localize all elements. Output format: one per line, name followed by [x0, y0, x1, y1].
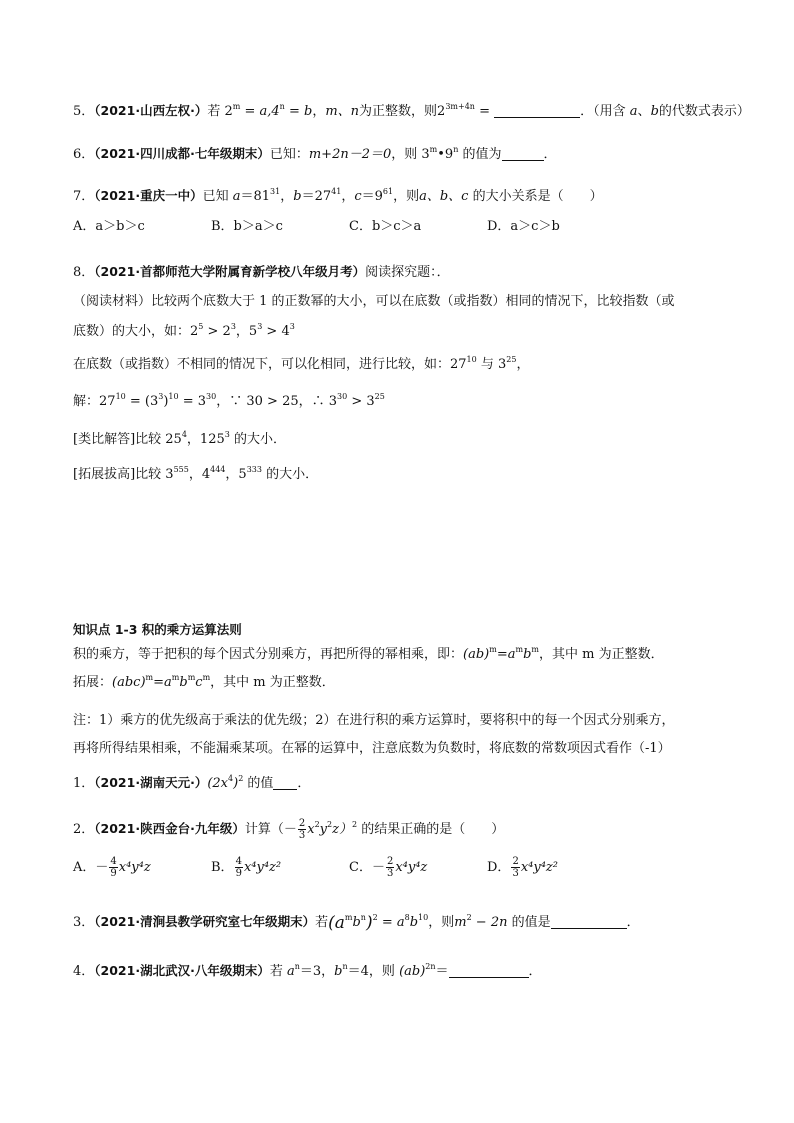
- practice-1: [73, 773, 310, 794]
- sup: 2: [238, 774, 244, 783]
- text: 的代数式表示）: [658, 104, 750, 119]
- text: ＝: [435, 964, 449, 979]
- option-b[interactable]: B． $\frac{4}{9}$ x⁴y⁴z²: [211, 856, 282, 879]
- text: ．: [626, 915, 640, 930]
- note-line-1: 注：1）乘方的优先级高于乘法的优先级；2）在进行积的乘方运算时，要将积中的每一个因式分别乘方，: [73, 713, 675, 728]
- question-number: 5．: [73, 104, 95, 119]
- solution-line: 解：$27^{10} = (3^3)^{10} = 3^{30}$，∵ 30 > 25，∴ $3^{30} > 3^{25}$: [73, 392, 385, 409]
- question-source: （2021·湖北武汉·八年级期末）: [94, 963, 270, 978]
- sup: 41: [331, 187, 342, 196]
- question-source: （2021·陕西金台·九年级）: [94, 821, 245, 836]
- practice-2-options: [73, 855, 558, 881]
- text: ＝27: [301, 189, 332, 204]
- text: ＝81: [240, 189, 271, 204]
- question-source: （2021·湖南天元·）: [94, 775, 208, 790]
- text: ，则: [428, 915, 455, 930]
- reading-material-line-2: 底数）的大小，如：$2^5 > 2^3$，$5^3 > 4^3$: [73, 322, 295, 339]
- question-number: 6．: [73, 147, 95, 162]
- option-c[interactable]: C．b＞c＞a: [349, 219, 422, 234]
- option-d[interactable]: D．a＞c＞b: [487, 219, 560, 234]
- answer-blank[interactable]: [449, 963, 529, 978]
- reading-material-line-1: （阅读材料）比较两个底数大于 1 的正数幂的大小，可以在底数（或指数）相同的情况下，比较指数（或: [73, 294, 675, 309]
- text: 为正整数，则: [359, 104, 438, 119]
- text: ＝4，则: [347, 964, 400, 979]
- answer-blank[interactable]: [502, 146, 544, 161]
- question-source: （2021·首都师范大学附属育新学校八年级月考）: [94, 264, 366, 279]
- text: 阅读探究题：．: [365, 265, 450, 280]
- note-line-2: 再将所得结果相乘，不能漏乘某项。在幂的运算中，注意底数为负数时，将底数的常数项因式看作（-1）: [73, 741, 671, 756]
- question-source: （2021·重庆一中）: [94, 188, 203, 203]
- answer-blank[interactable]: [273, 775, 297, 790]
- option-b[interactable]: B．b＞a＞c: [211, 219, 283, 234]
- text: ，: [312, 104, 326, 119]
- text: ，则 3: [391, 147, 430, 162]
- math-expr: $(a^mb^n)^2 = a^8b^{10}$: [328, 913, 429, 933]
- question-number: 4．: [73, 964, 95, 979]
- text: 的大小关系是（ ）: [468, 189, 603, 204]
- text: 已知: [202, 189, 229, 204]
- math-var: y: [319, 822, 328, 837]
- text: 已知：: [269, 147, 309, 162]
- math-var: b: [334, 964, 343, 979]
- sup: 2: [327, 820, 333, 829]
- text: ＝9: [361, 189, 383, 204]
- math-var: c: [354, 189, 362, 204]
- sup: 2: [351, 820, 358, 829]
- math-expr: $2^m = a,4^n = b$: [224, 102, 313, 119]
- text: ．: [528, 964, 542, 979]
- math-var: b: [293, 189, 302, 204]
- extension-line: 拓展：$(abc)^m=a^mb^mc^m$，其中 m 为正整数．: [73, 673, 335, 690]
- math-expr: m+2n－2＝0: [308, 147, 392, 162]
- reading-material-line-3: 在底数（或指数）不相同的情况下，可以化相同，进行比较，如：$27^{10}$ 与 $3^{25}$，: [73, 355, 530, 372]
- practice-3: [73, 912, 640, 933]
- fraction: $\frac{2}{3}$: [298, 818, 306, 841]
- question-number: 3．: [73, 915, 95, 930]
- question-source: （2021·山西左权·）: [94, 103, 208, 118]
- question-6: [73, 144, 557, 165]
- text: ．: [543, 147, 557, 162]
- text: 计算（－: [244, 822, 297, 837]
- option-c[interactable]: C．－ $\frac{2}{3}$ x⁴y⁴z: [349, 856, 428, 879]
- answer-blank[interactable]: [551, 914, 627, 929]
- practice-2: [73, 816, 504, 843]
- math-var: x: [307, 822, 315, 837]
- question-number: 8．: [73, 265, 95, 280]
- math-expr: (ab): [399, 964, 426, 979]
- text: 若: [269, 964, 287, 979]
- option-a[interactable]: A．－ $\frac{4}{9}$ x⁴y⁴z: [73, 856, 151, 879]
- sup: n: [453, 145, 459, 154]
- math-expr: (2x: [207, 776, 229, 791]
- text: ＝3，: [299, 964, 335, 979]
- text: 的值是: [507, 915, 551, 930]
- option-a[interactable]: A．a＞b＞c: [73, 219, 145, 234]
- section-heading: 知识点 1-3 积的乘方运算法则: [73, 622, 242, 637]
- sup: 2: [314, 820, 320, 829]
- question-number: 7．: [73, 189, 95, 204]
- sup: 2n: [425, 962, 436, 971]
- sup: 31: [270, 187, 281, 196]
- math-expr: ): [233, 776, 239, 791]
- rule-line: 积的乘方，等于把积的每个因式分别乘方，再把所得的幂相乘，即：$(ab)^m=a^mb^m$，其中 m 为正整数．: [73, 645, 664, 662]
- math-vars: m、n: [325, 104, 360, 119]
- math-var: a: [232, 189, 241, 204]
- analogy-question: [类比解答]比较 $25^4$，$125^3$ 的大小．: [73, 430, 286, 447]
- math-var: z）: [332, 822, 352, 837]
- question-source: （2021·四川成都·七年级期末）: [94, 146, 270, 161]
- sup: 4: [228, 774, 234, 783]
- question-8: [73, 262, 450, 283]
- sup: 61: [382, 187, 394, 196]
- math-expr: $m^2 - 2n$: [454, 913, 508, 930]
- text: ．（用含: [580, 104, 626, 119]
- text: 的结果正确的是（ ）: [357, 822, 505, 837]
- text: •9: [437, 147, 454, 162]
- sup: n: [294, 962, 300, 971]
- question-7: 7．（2021·重庆一中）已知 $a=81^{31}$，$b=27^{41}$，$c=9^{61}$，则a、b、c 的大小关系是（ ）: [73, 187, 603, 204]
- math-expr: $2^{3m+4n}$ =: [437, 102, 490, 119]
- text: ，则: [393, 189, 420, 204]
- answer-blank[interactable]: [494, 103, 580, 118]
- text: 、: [637, 104, 651, 119]
- text: 若: [315, 915, 329, 930]
- question-number: 1．: [73, 776, 95, 791]
- text: ．: [297, 776, 311, 791]
- text: 若: [207, 104, 221, 119]
- question-number: 2．: [73, 822, 95, 837]
- option-d[interactable]: D． $\frac{2}{3}$ x⁴y⁴z²: [487, 856, 558, 879]
- question-source: （2021·清涧县教学研究室七年级期末）: [94, 914, 316, 929]
- question-7-options: [73, 217, 560, 237]
- question-5: [73, 101, 750, 122]
- math-vars: a、b、c: [419, 189, 469, 204]
- math-var: a: [629, 104, 638, 119]
- extension-question: [拓展拔高]比较 $3^{555}$，$4^{444}$，$5^{333}$ 的大小．: [73, 465, 319, 482]
- sup: m: [429, 145, 438, 154]
- math-var: b: [650, 104, 659, 119]
- text: 的值为: [458, 147, 502, 162]
- sup: n: [342, 962, 348, 971]
- text: 的值: [243, 776, 274, 791]
- practice-4: [73, 961, 542, 982]
- math-var: a: [286, 964, 295, 979]
